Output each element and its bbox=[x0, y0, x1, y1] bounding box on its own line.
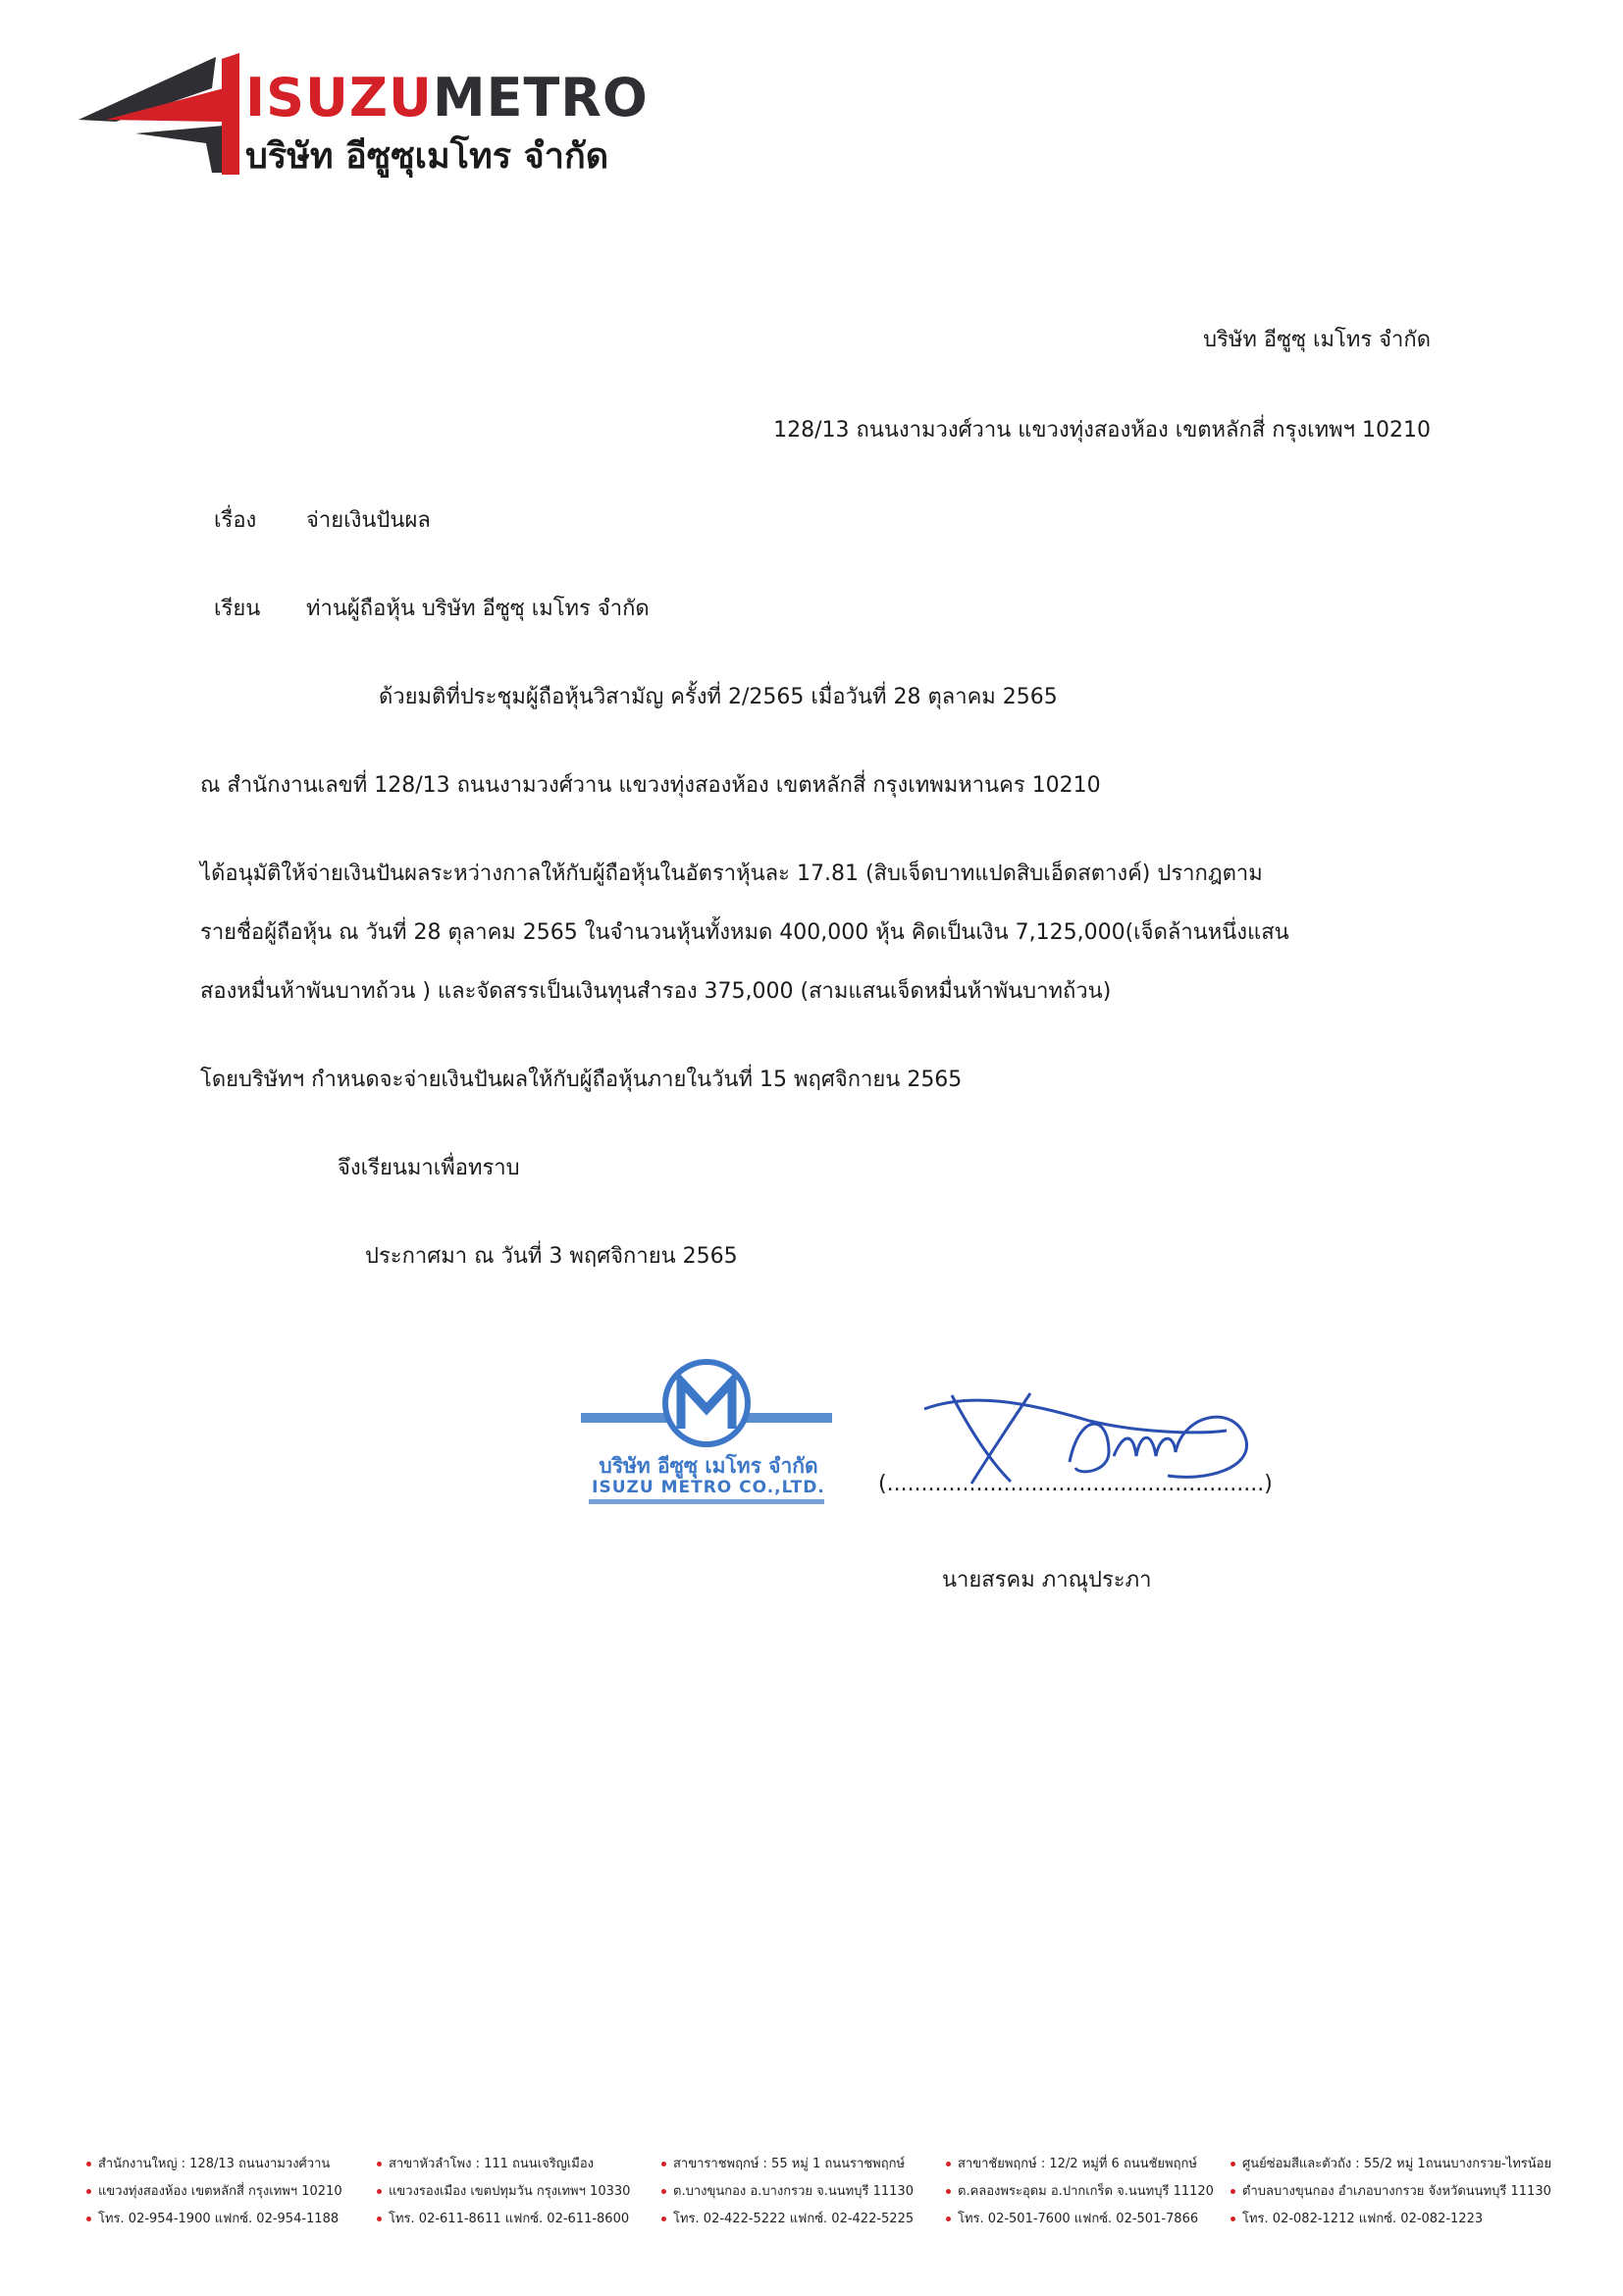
footer-line: สาขาหัวลำโพง : 111 ถนนเจริญเมือง bbox=[377, 2151, 671, 2178]
footer-branch-chaiyaphruek bbox=[946, 2151, 1240, 2233]
footer-line: ต.คลองพระอุดม อ.ปากเกร็ด จ.นนทบุรี 11120 bbox=[946, 2178, 1240, 2206]
subject-text: จ่ายเงินปันผล bbox=[306, 508, 431, 533]
company-name: บริษัท อีซูซุ เมโทร จำกัด bbox=[1203, 328, 1431, 352]
footer-branch-hualamphong bbox=[377, 2151, 671, 2233]
body-paragraph: โดยบริษัทฯ กำหนดจะจ่ายเงินปันผลให้กับผู้ถือหุ้นภายในวันที่ 15 พฤศจิกายน 2565 bbox=[200, 1068, 963, 1092]
footer-line: โทร. 02-611-8611 แฟกซ์. 02-611-8600 bbox=[377, 2206, 671, 2233]
body-paragraph: รายชื่อผู้ถือหุ้น ณ วันที่ 28 ตุลาคม 2565 ในจำนวนหุ้นทั้งหมด 400,000 หุ้น คิดเป็นเงิน 7,125,000(เจ็ดล้านหนึ่งแสน bbox=[200, 920, 1289, 945]
logo-wordmark-isuzu: ISUZU bbox=[245, 67, 433, 129]
logo-wordmark-metro: METRO bbox=[432, 67, 649, 129]
body-paragraph: สองหมื่นห้าพันบาทถ้วน ) และจัดสรรเป็นเงินทุนสำรอง 375,000 (สามแสนเจ็ดหมื่นห้าพันบาทถ้วน) bbox=[200, 979, 1112, 1004]
footer-line: สาขาราชพฤกษ์ : 55 หมู่ 1 ถนนราชพฤกษ์ bbox=[661, 2151, 956, 2178]
footer-line: สำนักงานใหญ่ : 128/13 ถนนงามวงศ์วาน bbox=[86, 2151, 381, 2178]
footer-line: ศูนย์ซ่อมสีและตัวถัง : 55/2 หมู่ 1ถนนบางกรวย-ไทรน้อย bbox=[1230, 2151, 1554, 2178]
footer-branch-headquarters bbox=[86, 2151, 381, 2233]
logo-wordmark bbox=[245, 69, 649, 128]
signer-name: นายสรคม ภาณุประภา bbox=[942, 1568, 1152, 1592]
footer-line: โทร. 02-954-1900 แฟกซ์. 02-954-1188 bbox=[86, 2206, 381, 2233]
footer-line: แขวงทุ่งสองห้อง เขตหลักสี่ กรุงเทพฯ 10210 bbox=[86, 2178, 381, 2206]
footer-line: ตำบลบางขุนกอง อำเภอบางกรวย จังหวัดนนทบุรี 11130 bbox=[1230, 2178, 1554, 2206]
footer-branch-body-paint-center bbox=[1230, 2151, 1554, 2233]
recipient-label: เรียน bbox=[214, 597, 261, 621]
footer-line: โทร. 02-422-5222 แฟกซ์. 02-422-5225 bbox=[661, 2206, 956, 2233]
announcement-date: ประกาศมา ณ วันที่ 3 พฤศจิกายน 2565 bbox=[365, 1244, 738, 1269]
recipient-text: ท่านผู้ถือหุ้น บริษัท อีซูซุ เมโทร จำกัด bbox=[306, 597, 650, 621]
footer-line: ต.บางขุนกอง อ.บางกรวย จ.นนทบุรี 11130 bbox=[661, 2178, 956, 2206]
footer-branch-ratchaphruek bbox=[661, 2151, 956, 2233]
closing-text: จึงเรียนมาเพื่อทราบ bbox=[338, 1156, 520, 1180]
stamp-english-text: ISUZU METRO CO.,LTD. bbox=[592, 1478, 825, 1497]
logo-emblem-icon bbox=[77, 49, 253, 186]
company-address: 128/13 ถนนงามวงศ์วาน แขวงทุ่งสองห้อง เขตหลักสี่ กรุงเทพฯ 10210 bbox=[773, 418, 1431, 443]
subject-label: เรื่อง bbox=[214, 508, 257, 533]
body-paragraph: ได้อนุมัติให้จ่ายเงินปันผลระหว่างกาลให้กับผู้ถือหุ้นในอัตราหุ้นละ 17.81 (สิบเจ็ดบาทแปดสิบเอ็ดสตางค์) ปรากฎตาม bbox=[200, 861, 1263, 886]
logo-thai-name: บริษัท อีซูซุเมโทร จำกัด bbox=[245, 136, 609, 177]
company-logo bbox=[77, 49, 705, 186]
footer-line: โทร. 02-082-1212 แฟกซ์. 02-082-1223 bbox=[1230, 2206, 1554, 2233]
body-paragraph: ณ สำนักงานเลขที่ 128/13 ถนนงามวงศ์วาน แขวงทุ่งสองห้อง เขตหลักสี่ กรุงเทพมหานคร 10210 bbox=[200, 773, 1101, 798]
footer-line: สาขาชัยพฤกษ์ : 12/2 หมู่ที่ 6 ถนนชัยพฤกษ์ bbox=[946, 2151, 1240, 2178]
signature-line: (.......................................................) bbox=[878, 1472, 1273, 1496]
stamp-thai-text: บริษัท อีซูซุ เมโทร จำกัด bbox=[599, 1454, 818, 1478]
body-paragraph: ด้วยมติที่ประชุมผู้ถือหุ้นวิสามัญ ครั้งที่ 2/2565 เมื่อวันที่ 28 ตุลาคม 2565 bbox=[379, 685, 1058, 709]
footer-branches bbox=[86, 2151, 1558, 2259]
footer-line: แขวงรองเมือง เขตปทุมวัน กรุงเทพฯ 10330 bbox=[377, 2178, 671, 2206]
company-stamp bbox=[579, 1352, 834, 1529]
footer-line: โทร. 02-501-7600 แฟกซ์. 02-501-7866 bbox=[946, 2206, 1240, 2233]
